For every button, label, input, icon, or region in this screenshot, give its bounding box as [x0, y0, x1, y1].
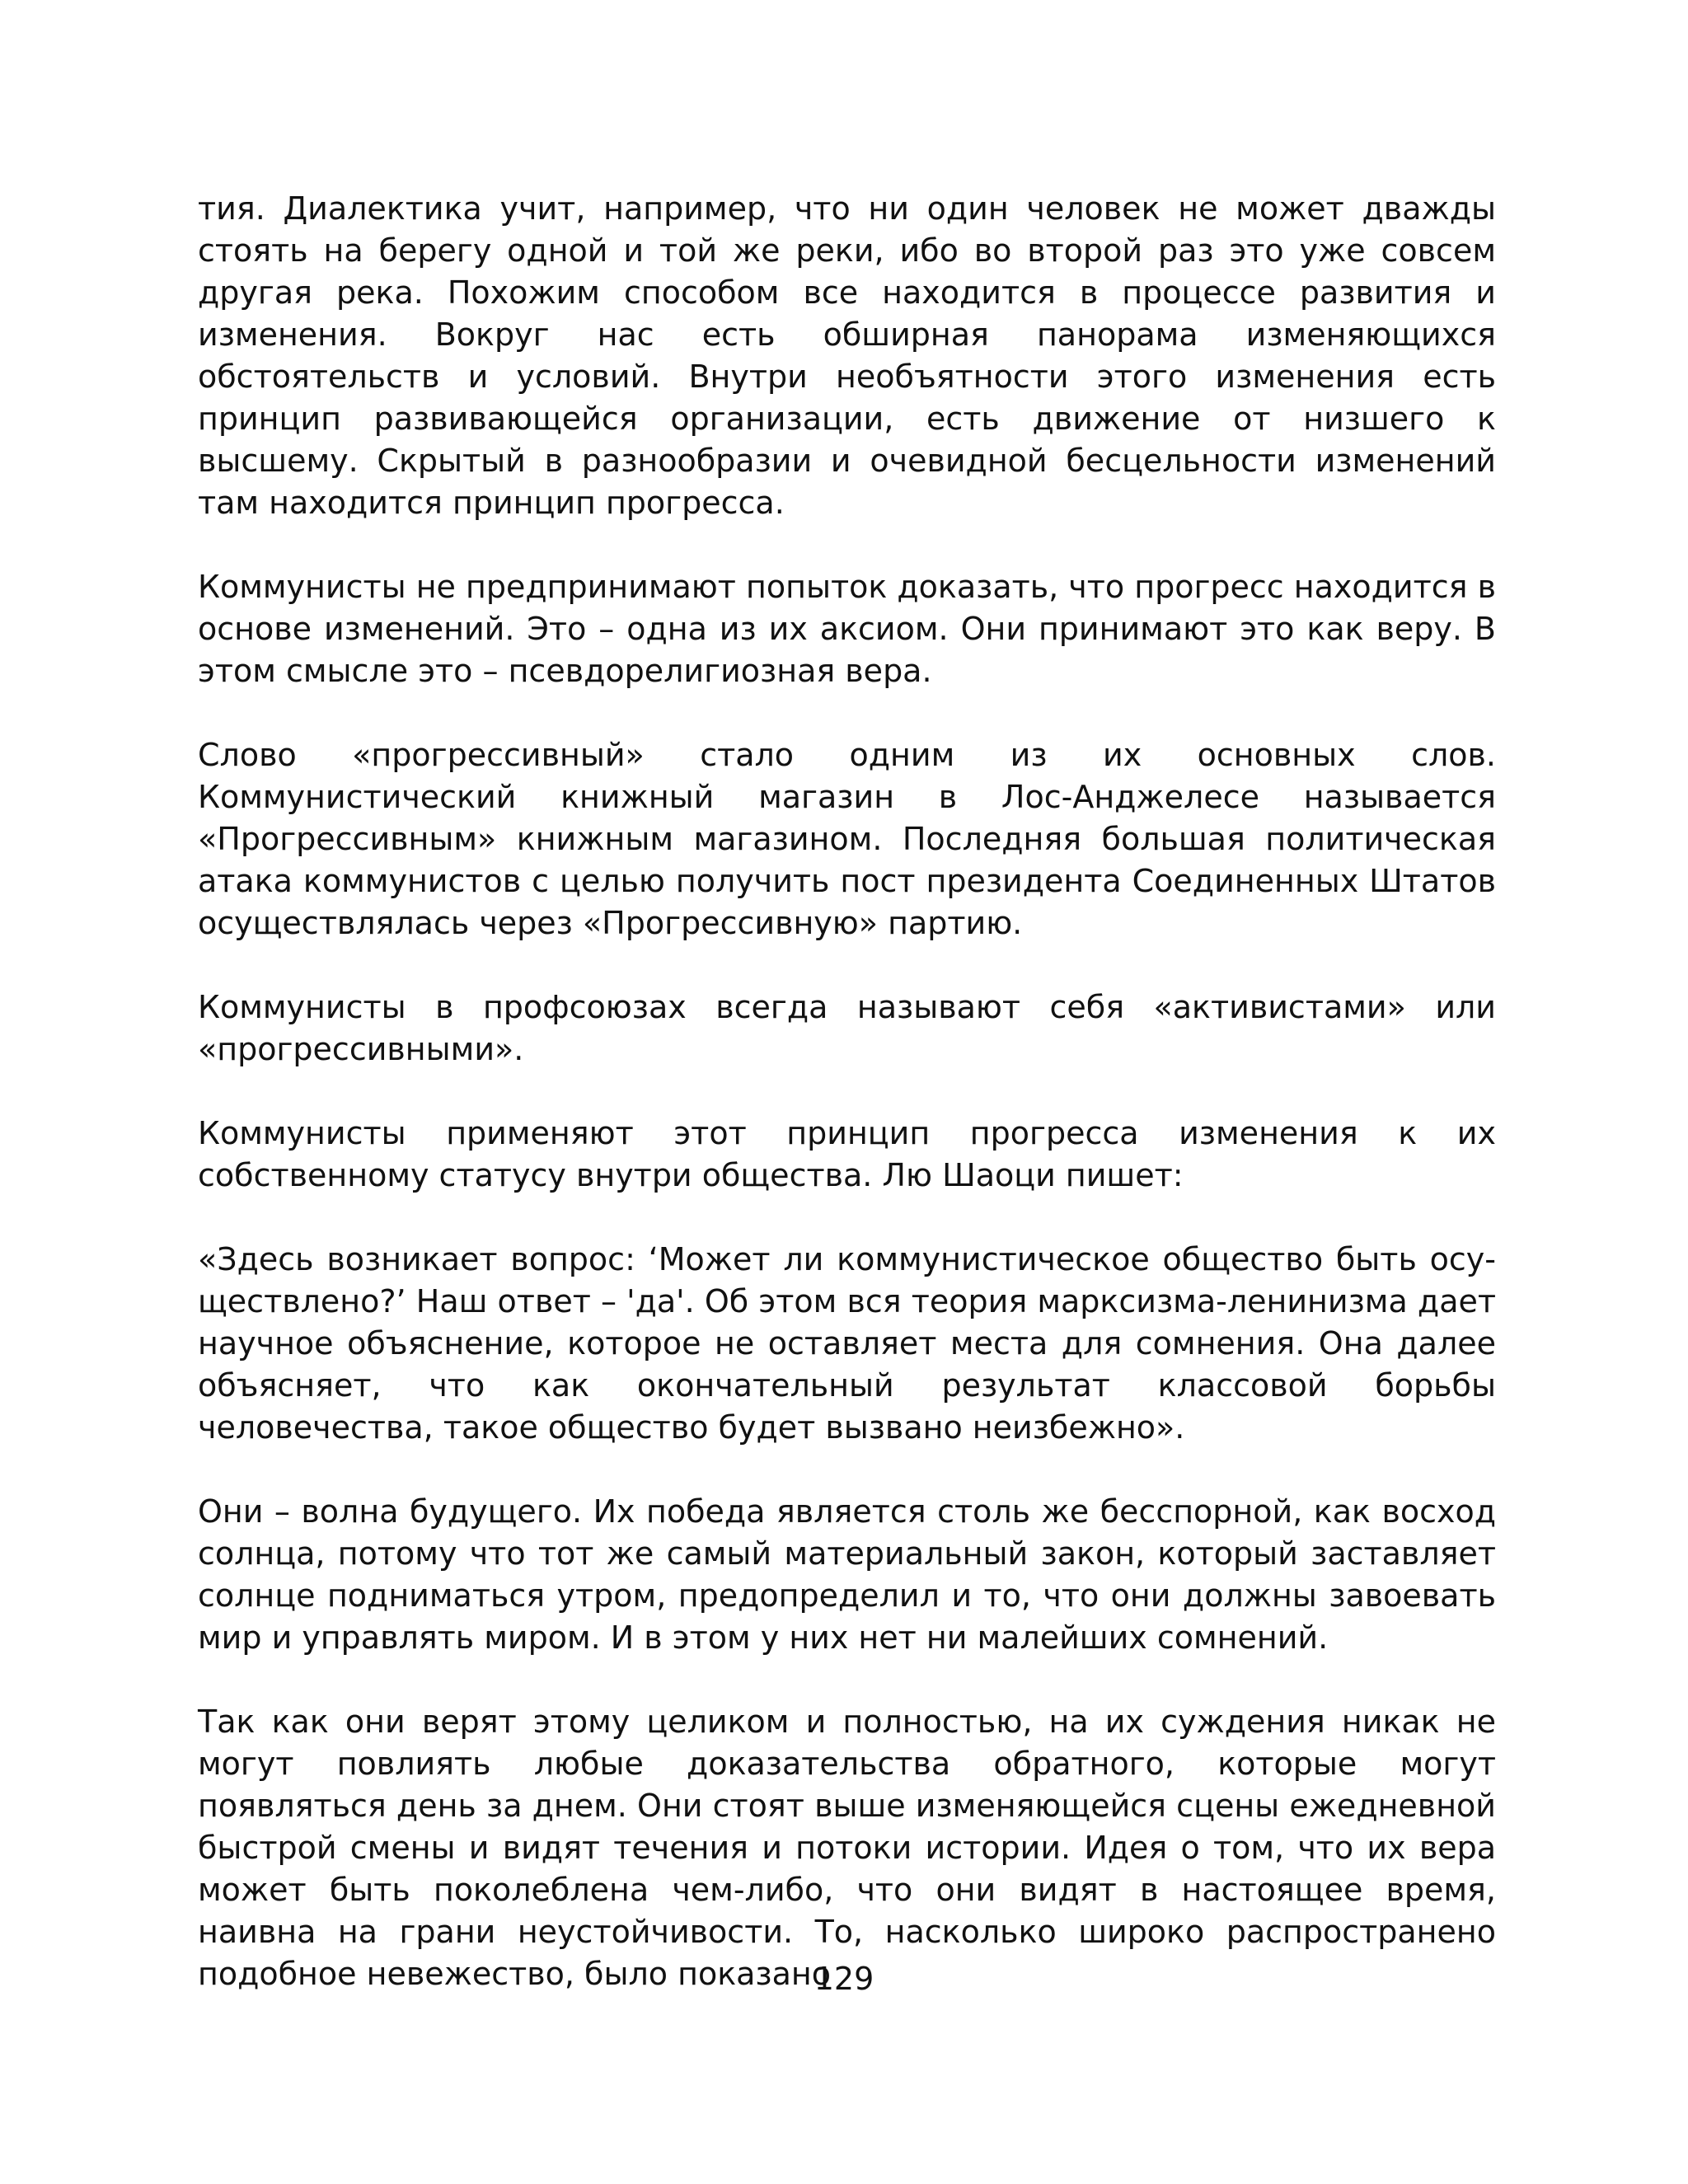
paragraph-8: Так как они верят этому целиком и полностью, на их суждения никак не могут повлиять любые доказательства обратного, которые могут появляться день за днем. Они стоят выше изменяющейся сцены ежедневной быстрой смены и видят течения и потоки истории. Идея о том, что их вера может быть поколеблена чем-либо, что они видят в настоящее время, наивна на грани неустойчивости. То, насколько широко распространено подобное невежество, было показано [198, 1704, 1496, 1992]
page-number: 129 [814, 1961, 874, 1997]
paragraph-4: Коммунисты в профсоюзах всегда называют себя «активистами» или «прогрессивными». [198, 989, 1496, 1067]
paragraph-5: Коммунисты применяют этот принцип прогресса изменения к их собственному статусу внутри общества. Лю Шаоци пишет: [198, 1115, 1496, 1193]
paragraph-6: «Здесь возникает вопрос: ‘Может ли коммунистическое общество быть осуществлено?’ Наш ответ – 'да'. Об этом вся теория марксизма-ленинизма дает научное объяснение, которое не оставляет места для сомнения. Она далее объясняет, что как окончательный результат классовой борьбы человечества, такое общество будет вызвано неизбежно». [198, 1241, 1496, 1446]
body-text [198, 188, 1496, 1995]
paragraph-2: Коммунисты не предпринимают попыток доказать, что прогресс находится в основе изменений. Это – одна из их аксиом. Они принимают это как веру. В этом смысле это – псевдорелигиозная вера. [198, 569, 1496, 689]
paragraph-3: Слово «прогрессивный» стало одним из их основных слов. Коммунистический книжный магазин в Лос-Анджелесе называется «Прогрессивным» книжным магазином. Последняя большая политическая атака коммунистов с целью получить пост президента Соединенных Штатов осуществлялась через «Прогрессивную» партию. [198, 737, 1496, 941]
paragraph-7: Они – волна будущего. Их победа является столь же бесспорной, как восход солнца, потому что тот же самый материальный закон, который заставляет солнце подниматься утром, предопределил и то, что они должны завоевать мир и управлять миром. И в этом у них нет ни малейших сомнений. [198, 1493, 1496, 1656]
paragraph-1: тия. Диалектика учит, например, что ни один человек не может дважды стоять на берегу одной и той же реки, ибо во второй раз это уже совсем другая река. Похожим способом все находится в процессе развития и изменения. Вокруг нас есть обширная панорама изменяющихся обстоятельств и условий. Внутри необъятности этого изменения есть принцип развивающейся организации, есть движение от низшего к высшему. Скрытый в разнообразии и очевидной бесцельности изменений там находится принцип прогресса. [198, 190, 1496, 521]
